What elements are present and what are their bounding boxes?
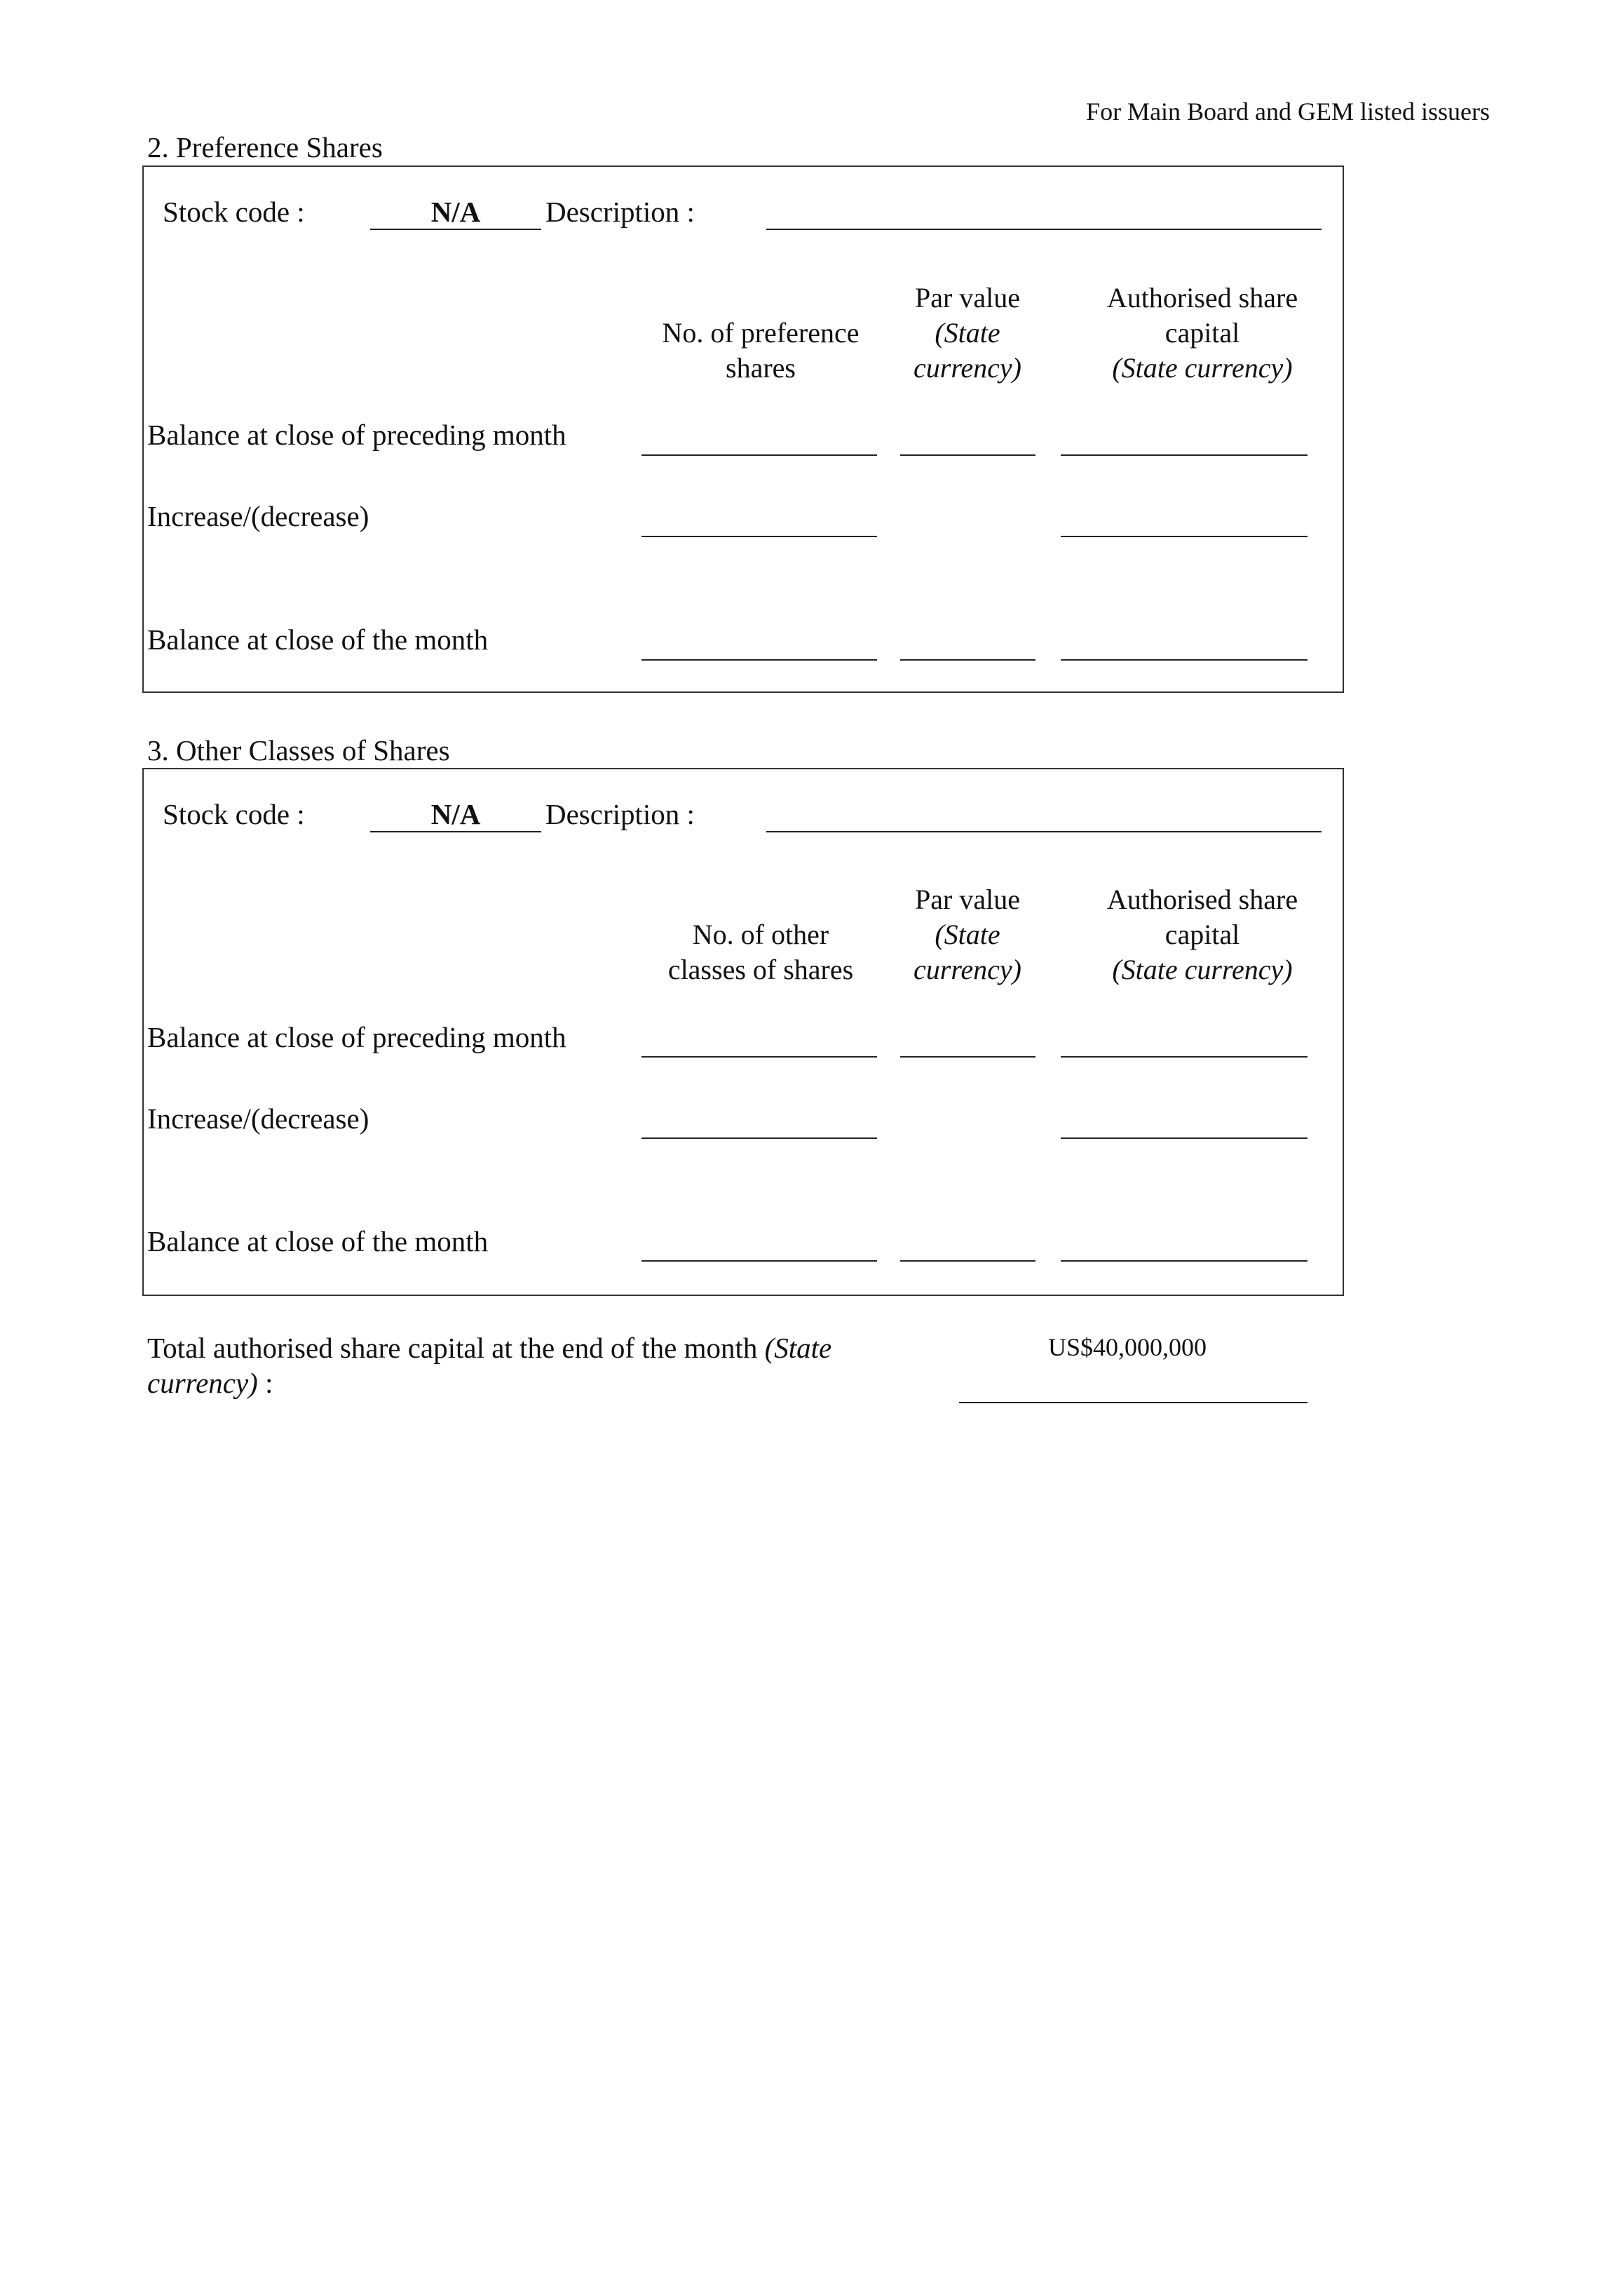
total-label-line2: currency) : <box>147 1367 273 1399</box>
stock-code-label: Stock code : <box>163 196 305 228</box>
field-capital-preceding[interactable] <box>1061 1056 1308 1058</box>
col-header-no-of-shares: No. of preference shares <box>662 317 860 384</box>
field-capital-preceding[interactable] <box>1061 454 1308 456</box>
row-label-close-of-month: Balance at close of the month <box>147 623 489 656</box>
description-label: Description : <box>545 798 695 830</box>
description-field[interactable] <box>766 229 1322 230</box>
total-authorised-capital-value: US$40,000,000 <box>1048 1333 1207 1361</box>
row-label-close-of-month: Balance at close of the month <box>147 1225 489 1257</box>
stock-code-value: N/A <box>430 798 481 830</box>
field-par-preceding[interactable] <box>900 1056 1035 1058</box>
col-header-no-of-shares: No. of other classes of shares <box>667 919 854 985</box>
description-field[interactable] <box>766 831 1322 832</box>
row-label-preceding-month: Balance at close of preceding month <box>147 1021 566 1053</box>
col-header-authorised-capital: Authorised share capital (State currency) <box>1106 282 1298 384</box>
field-shares-close[interactable] <box>641 659 877 661</box>
total-label-line1: Total authorised share capital at the end of the month (State <box>147 1332 832 1364</box>
field-shares-close[interactable] <box>641 1260 877 1262</box>
stock-code-underline <box>370 229 541 230</box>
section-title-other-classes: 3. Other Classes of Shares <box>147 734 450 767</box>
field-par-close[interactable] <box>900 1260 1035 1262</box>
field-shares-change[interactable] <box>641 1137 877 1139</box>
field-par-close[interactable] <box>900 659 1035 661</box>
description-label: Description : <box>545 196 695 228</box>
stock-code-value: N/A <box>430 196 481 228</box>
field-shares-change[interactable] <box>641 536 877 537</box>
field-capital-change[interactable] <box>1061 536 1308 537</box>
row-label-preceding-month: Balance at close of preceding month <box>147 419 566 451</box>
col-header-authorised-capital: Authorised share capital (State currency) <box>1106 884 1298 985</box>
field-shares-preceding[interactable] <box>641 1056 877 1058</box>
field-shares-preceding[interactable] <box>641 454 877 456</box>
row-label-increase-decrease: Increase/(decrease) <box>147 1102 369 1135</box>
row-label-increase-decrease: Increase/(decrease) <box>147 500 369 532</box>
field-par-preceding[interactable] <box>900 454 1035 456</box>
section-title-preference: 2. Preference Shares <box>147 131 383 163</box>
total-value-underline <box>959 1402 1308 1403</box>
stock-code-label: Stock code : <box>163 798 305 830</box>
col-header-par-value: Par value (State currency) <box>914 282 1021 384</box>
field-capital-change[interactable] <box>1061 1137 1308 1139</box>
col-header-par-value: Par value (State currency) <box>914 884 1021 985</box>
issuer-note: For Main Board and GEM listed issuers <box>1086 97 1490 126</box>
field-capital-close[interactable] <box>1061 1260 1308 1262</box>
field-capital-close[interactable] <box>1061 659 1308 661</box>
stock-code-underline <box>370 831 541 832</box>
